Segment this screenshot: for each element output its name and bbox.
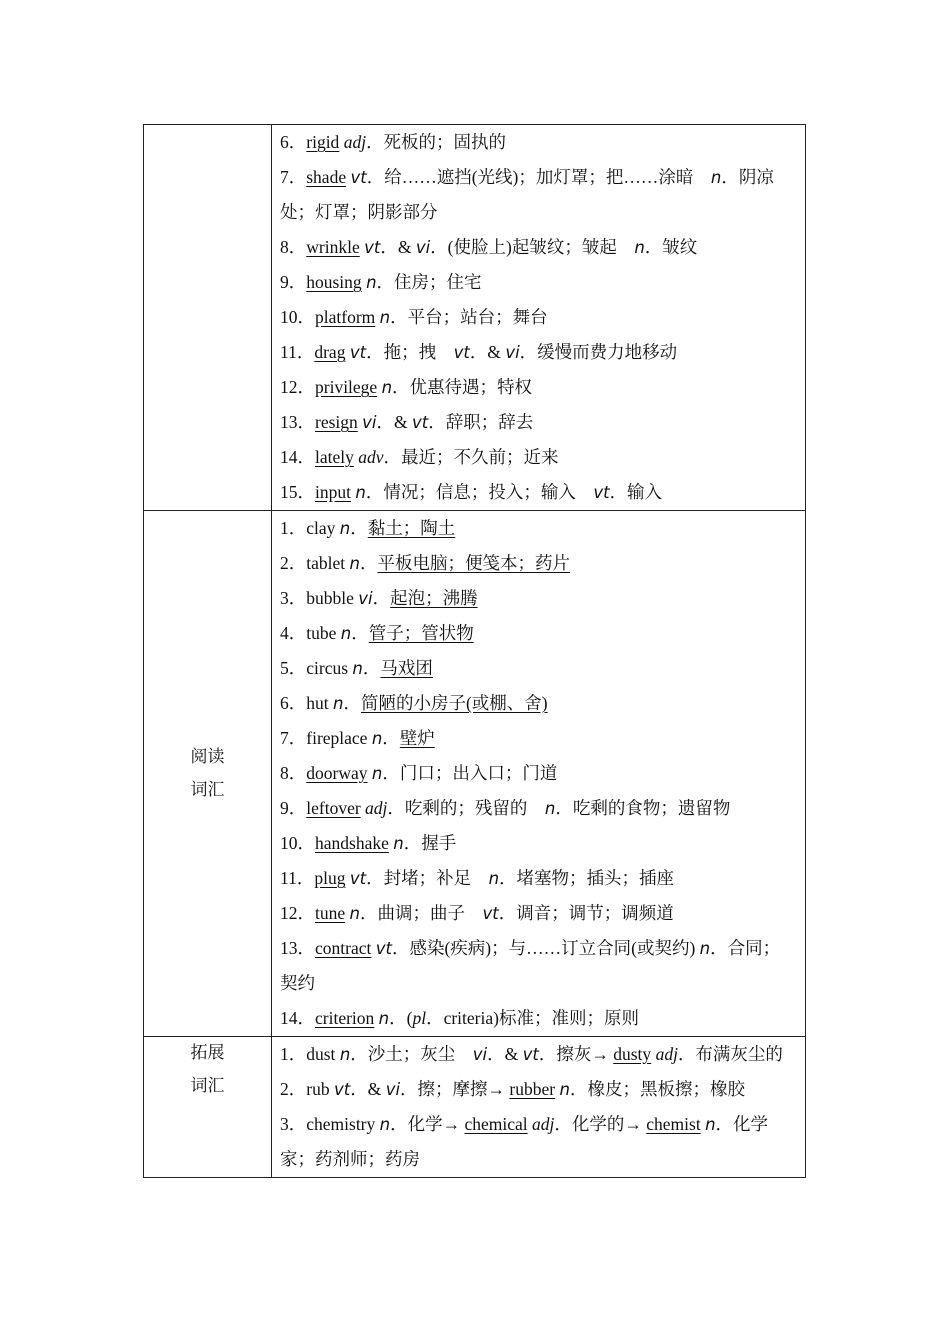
definition-text: ．橡皮；黑板擦；橡胶 (569, 1079, 745, 1099)
entry-number: 7． (280, 167, 307, 187)
entry-number: 15． (280, 482, 315, 502)
part-of-speech: adj (343, 132, 367, 152)
definition-text: ．擦灰→ (538, 1044, 614, 1064)
part-of-speech: n (333, 694, 344, 713)
definition-text: ．握手 (403, 833, 457, 853)
entry-number: 6． (280, 132, 307, 152)
vocab-entry (280, 1107, 797, 1177)
vocab-entry (280, 791, 797, 826)
part-of-speech: n (371, 764, 383, 783)
vocab-entry (280, 896, 797, 931)
definition-text: ．曲调；曲子 (359, 903, 483, 923)
definition-text: ．堵塞物；插头；插座 (499, 868, 675, 888)
entry-word: drag (314, 342, 346, 362)
answer-underlined: rubber (509, 1079, 556, 1099)
definition-text: ． (372, 588, 391, 608)
vocab-entry (280, 300, 797, 335)
part-of-speech: n (379, 1115, 391, 1134)
part-of-speech: n (366, 273, 377, 292)
vocab-entry (280, 826, 797, 861)
part-of-speech: vt (593, 483, 610, 502)
entry-number: 8． (280, 763, 307, 783)
entry-word: fireplace (306, 728, 368, 748)
part-of-speech: vi (472, 1045, 488, 1064)
part-of-speech: adj (655, 1044, 678, 1064)
section-label (144, 125, 272, 511)
definition-text: ．criteria)标准；准则；原则 (426, 1008, 639, 1028)
part-of-speech: adv (358, 447, 384, 467)
part-of-speech: vt (375, 939, 392, 958)
answer-underlined: 黏土；陶土 (367, 518, 456, 538)
entry-number: 3． (280, 1114, 307, 1134)
section-row-extended-vocabulary (144, 1037, 806, 1178)
entry-word: resign (315, 412, 358, 432)
definition-text: ．阴凉处；灯罩；阴影部分 (280, 167, 774, 222)
entry-word: doorway (306, 763, 368, 783)
definition-text: ．吃剩的食物；遗留物 (555, 798, 731, 818)
section-label (144, 511, 272, 1037)
part-of-speech: vt (453, 343, 470, 362)
section-label-line: 词汇 (190, 779, 225, 800)
part-of-speech: n (340, 624, 352, 643)
vocab-entry (280, 335, 797, 370)
entry-word: criterion (315, 1008, 375, 1028)
part-of-speech: n (710, 168, 722, 187)
vocab-entry (280, 616, 797, 651)
definition-text: ．布满灰尘的 (677, 1044, 783, 1064)
entry-word: input (315, 482, 351, 502)
entry-number: 10． (280, 833, 315, 853)
entry-number: 12． (280, 377, 315, 397)
vocab-entry (280, 265, 797, 300)
definition-text: ．情况；信息；投入；输入 (365, 482, 594, 502)
part-of-speech: vi (358, 589, 373, 608)
entry-number: 14． (280, 1008, 315, 1028)
part-of-speech: vt (349, 343, 367, 362)
definition-text: ． (350, 518, 368, 538)
vocab-entry (280, 1072, 797, 1107)
definition-text: ． (359, 553, 378, 573)
definition-text: ．& (376, 412, 413, 432)
part-of-speech: vi (362, 413, 377, 432)
answer-underlined: 马戏团 (380, 658, 433, 678)
part-of-speech: n (349, 554, 360, 573)
definition-text: ．& (350, 1079, 386, 1099)
definition-text: ．封堵；补足 (366, 868, 489, 888)
vocab-entry (280, 475, 797, 510)
entry-word: circus (306, 658, 349, 678)
entry-number: 12． (280, 903, 315, 923)
part-of-speech: vi (415, 238, 431, 257)
definition-text: ．& (487, 1044, 523, 1064)
definition-text: ．& (380, 237, 416, 257)
definition-text: ．门口；出入口；门道 (382, 763, 558, 783)
part-of-speech: n (339, 519, 351, 538)
part-of-speech: n (378, 1009, 390, 1028)
vocab-entry (280, 1037, 797, 1072)
definition-text: ．化学的→ (554, 1114, 647, 1134)
definition-text: ．缓慢而费力地移动 (519, 342, 678, 362)
entry-number: 9． (280, 272, 307, 292)
entry-word: chemistry (306, 1114, 376, 1134)
entry-word: shade (306, 167, 347, 187)
entry-number: 14． (280, 447, 315, 467)
entry-word: clay (306, 518, 336, 538)
definition-text: ．最近；不久前；近来 (383, 447, 559, 467)
entry-number: 8． (280, 237, 307, 257)
part-of-speech: n (488, 869, 500, 888)
part-of-speech: vi (505, 343, 520, 362)
vocab-entry (280, 440, 797, 475)
section-label-line: 词汇 (190, 1076, 225, 1096)
part-of-speech: vi (385, 1080, 401, 1099)
section-entries (272, 1037, 806, 1178)
part-of-speech: vt (482, 904, 499, 923)
part-of-speech: n (705, 1115, 716, 1134)
part-of-speech: n (339, 1045, 351, 1064)
entry-number: 1． (280, 1044, 307, 1064)
entry-number: 2． (280, 1079, 307, 1099)
part-of-speech: n (371, 729, 383, 748)
section-row-reading-vocabulary (144, 511, 806, 1037)
entry-number: 13． (280, 938, 315, 958)
entry-number: 2． (280, 553, 307, 573)
entry-number: 6． (280, 693, 307, 713)
part-of-speech: vt (333, 1080, 351, 1099)
definition-text: ．死板的；固执的 (366, 132, 507, 152)
vocab-entry (280, 546, 797, 581)
part-of-speech: n (379, 308, 391, 327)
vocab-entry (280, 756, 797, 791)
entry-number: 4． (280, 623, 307, 643)
definition-text: ．沙土；灰尘 (350, 1044, 473, 1064)
entry-word: plug (314, 868, 346, 888)
answer-underlined: 管子；管状物 (368, 623, 474, 643)
definition-text: ．感染(疾病)；与……订立合同(或契约) (391, 938, 700, 958)
answer-underlined: 壁炉 (399, 728, 435, 748)
definition-text: ．化学家；药剂师；药房 (280, 1114, 769, 1169)
part-of-speech: pl (412, 1008, 427, 1028)
entry-number: 11． (280, 868, 315, 888)
part-of-speech: n (381, 378, 393, 397)
definition-text: ．( (389, 1008, 413, 1028)
definition-text: ． (362, 658, 381, 678)
entry-word: tune (315, 903, 346, 923)
part-of-speech: vt (350, 168, 367, 187)
vocab-entry (280, 370, 797, 405)
vocab-entry (280, 721, 797, 756)
definition-text: ．吃剩的；残留的 (387, 798, 545, 818)
part-of-speech: adj (532, 1114, 555, 1134)
entry-number: 10． (280, 307, 315, 327)
entry-word: leftover (306, 798, 361, 818)
vocab-entry (280, 931, 797, 1001)
entry-number: 13． (280, 412, 315, 432)
definition-text: ． (351, 623, 369, 643)
definition-text: ．擦；摩擦→ (400, 1079, 510, 1099)
part-of-speech: vt (349, 869, 367, 888)
section-label-line: 拓展 (190, 1043, 225, 1063)
part-of-speech: vt (522, 1045, 539, 1064)
answer-underlined: 起泡；沸腾 (390, 588, 478, 608)
entry-number: 5． (280, 658, 307, 678)
entry-number: 9． (280, 798, 307, 818)
entry-word: tablet (306, 553, 346, 573)
entry-word: housing (306, 272, 362, 292)
section-entries (272, 511, 806, 1037)
definition-text: ．输入 (609, 482, 663, 502)
part-of-speech: n (352, 659, 363, 678)
entry-word: platform (315, 307, 376, 327)
answer-underlined: chemical (464, 1114, 528, 1134)
part-of-speech: vt (412, 413, 429, 432)
vocab-entry (280, 230, 797, 265)
definition-text: ．给……遮挡(光线)；加灯罩；把……涂暗 (366, 167, 711, 187)
definition-text: ．合同；契约 (280, 938, 781, 993)
entry-word: rub (306, 1079, 330, 1099)
section-label-line: 阅读 (190, 746, 225, 767)
part-of-speech: n (699, 939, 711, 958)
definition-text: ． (382, 728, 400, 748)
entry-word: privilege (315, 377, 378, 397)
answer-underlined: dusty (613, 1044, 652, 1064)
entry-word: contract (315, 938, 372, 958)
definition-text: ．辞职；辞去 (428, 412, 534, 432)
vocab-entry (280, 861, 797, 896)
entry-word: hut (306, 693, 329, 713)
entry-word: wrinkle (306, 237, 360, 257)
vocab-entry (280, 405, 797, 440)
answer-underlined: 平板电脑；便笺本；药片 (377, 553, 570, 573)
vocab-entry (280, 125, 797, 160)
vocab-entry (280, 651, 797, 686)
part-of-speech: n (349, 904, 360, 923)
entry-number: 11． (280, 342, 315, 362)
entry-number: 3． (280, 588, 307, 608)
definition-text: ．拖；拽 (366, 342, 454, 362)
part-of-speech: n (544, 799, 556, 818)
definition-text: ．优惠待遇；特权 (392, 377, 533, 397)
vocab-entry (280, 686, 797, 721)
part-of-speech: adj (365, 798, 388, 818)
entry-word: lately (315, 447, 354, 467)
vocab-entry (280, 581, 797, 616)
definition-text: ．化学→ (390, 1114, 465, 1134)
definition-text: ．平台；站台；舞台 (390, 307, 548, 327)
entry-number: 1． (280, 518, 307, 538)
part-of-speech: n (634, 238, 645, 257)
entry-word: tube (306, 623, 337, 643)
answer-underlined: chemist (646, 1114, 701, 1134)
vocabulary-table (143, 124, 806, 1178)
part-of-speech: n (559, 1080, 570, 1099)
entry-number: 7． (280, 728, 307, 748)
part-of-speech: vt (364, 238, 381, 257)
definition-text: ．(使脸上)起皱纹；皱起 (430, 237, 635, 257)
entry-word: handshake (315, 833, 389, 853)
definition-text: ． (343, 693, 361, 713)
part-of-speech: n (355, 483, 366, 502)
answer-underlined: 简陋的小房子(或棚、舍) (360, 693, 548, 713)
definition-text: ．调音；调节；调频道 (498, 903, 674, 923)
entry-word: rigid (306, 132, 340, 152)
definition-text: ．& (469, 342, 506, 362)
definition-text: ．住房；住宅 (376, 272, 482, 292)
vocab-entry (280, 1001, 797, 1036)
vocab-entry (280, 160, 797, 230)
entry-word: dust (306, 1044, 336, 1064)
section-label (144, 1037, 272, 1178)
section-row-core-vocabulary-cont (144, 125, 806, 511)
section-entries (272, 125, 806, 511)
definition-text: ．皱纹 (644, 237, 698, 257)
entry-word: bubble (306, 588, 354, 608)
part-of-speech: n (393, 834, 404, 853)
vocab-entry (280, 511, 797, 546)
